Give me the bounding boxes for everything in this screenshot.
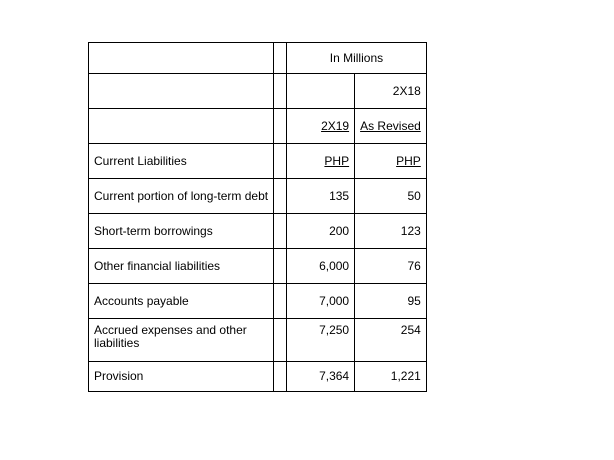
units-header: In Millions bbox=[287, 43, 427, 74]
spacer-cell bbox=[274, 214, 287, 249]
spacer-cell bbox=[274, 319, 287, 362]
table-row bbox=[89, 214, 427, 249]
value-2x18: 95 bbox=[355, 284, 427, 319]
row-label: Current portion of long-term debt bbox=[89, 179, 274, 214]
header-empty-cell bbox=[89, 109, 274, 144]
table-row bbox=[89, 144, 427, 179]
spacer-cell bbox=[274, 284, 287, 319]
header-empty-cell bbox=[89, 43, 274, 74]
spacer-cell bbox=[274, 74, 287, 109]
row-label: Short-term borrowings bbox=[89, 214, 274, 249]
table-row bbox=[89, 362, 427, 392]
value-2x18: 1,221 bbox=[355, 362, 427, 392]
header-row-years bbox=[89, 109, 427, 144]
value-2x18: 123 bbox=[355, 214, 427, 249]
header-empty-cell bbox=[89, 74, 274, 109]
value-2x18: 254 bbox=[355, 319, 427, 362]
spacer-cell bbox=[274, 362, 287, 392]
current-liabilities-table bbox=[88, 42, 427, 392]
prior-year-header: 2X18 bbox=[355, 74, 427, 109]
header-empty-cell bbox=[287, 74, 355, 109]
row-label: Current Liabilities bbox=[89, 144, 274, 179]
value-2x19: 6,000 bbox=[287, 249, 355, 284]
current-year-header: 2X19 bbox=[287, 109, 355, 144]
as-revised-header: As Revised bbox=[355, 109, 427, 144]
row-label: Accounts payable bbox=[89, 284, 274, 319]
spacer-cell bbox=[274, 109, 287, 144]
row-label: Accrued expenses and other liabilities bbox=[89, 319, 274, 362]
currency-2x19: PHP bbox=[287, 144, 355, 179]
value-2x19: 135 bbox=[287, 179, 355, 214]
value-2x19: 7,000 bbox=[287, 284, 355, 319]
value-2x19: 7,250 bbox=[287, 319, 355, 362]
spacer-cell bbox=[274, 43, 287, 74]
value-2x19: 7,364 bbox=[287, 362, 355, 392]
value-2x19: 200 bbox=[287, 214, 355, 249]
currency-2x18: PHP bbox=[355, 144, 427, 179]
table-row bbox=[89, 249, 427, 284]
header-row-prior-year bbox=[89, 74, 427, 109]
header-row-units bbox=[89, 43, 427, 74]
value-2x18: 50 bbox=[355, 179, 427, 214]
spacer-cell bbox=[274, 249, 287, 284]
spacer-cell bbox=[274, 144, 287, 179]
table-row bbox=[89, 284, 427, 319]
row-label: Other financial liabilities bbox=[89, 249, 274, 284]
table-row bbox=[89, 179, 427, 214]
spacer-cell bbox=[274, 179, 287, 214]
row-label: Provision bbox=[89, 362, 274, 392]
value-2x18: 76 bbox=[355, 249, 427, 284]
table-row bbox=[89, 319, 427, 362]
